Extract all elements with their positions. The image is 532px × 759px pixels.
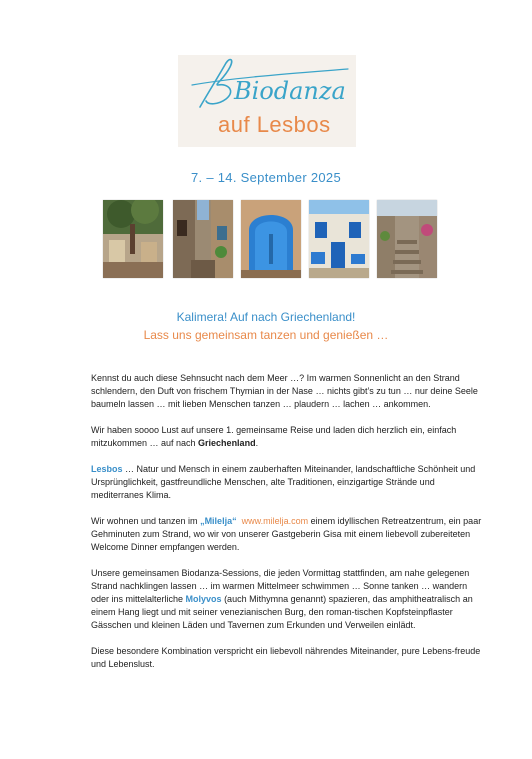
logo-script-text: Biodanza bbox=[234, 77, 346, 105]
blue-house-photo bbox=[309, 200, 369, 278]
lesbos-lead: Lesbos bbox=[91, 464, 123, 474]
invitation-end: . bbox=[255, 438, 259, 448]
sessions-town: Molyvos bbox=[185, 594, 222, 604]
stone-stairs-photo bbox=[377, 200, 437, 278]
paragraph-intro: Kennst du auch diese Sehnsucht nach dem Meer …? Im warmen Sonnenlicht an den Strand schlendern, den Duft von frischem Thymian in der Nase … nichts gibt’s zu tun … nur deine Seele baumeln lassen … mit lieben Menschen tanzen … plaudern … lachen … ankommen. bbox=[91, 373, 478, 409]
venue-link[interactable]: www.milelja.com bbox=[241, 516, 309, 526]
paragraph-invitation bbox=[91, 424, 483, 450]
courtyard-tree-photo bbox=[103, 200, 163, 278]
venue-pre: Wir wohnen und tanzen im bbox=[91, 516, 201, 526]
paragraph-sessions bbox=[91, 567, 483, 632]
greeting-line-2: Lass uns gemeinsam tanzen und genießen … bbox=[143, 328, 389, 342]
paragraph-venue bbox=[91, 515, 483, 554]
venue-text: einem idyllischen Retreatzentrum, ein paar Gehminuten zum Strand, wo wir von unserer Gastgeberin Gisa mit einem liebevoll zubereiteten Welcome Dinner empfangen werden. bbox=[91, 516, 482, 552]
venue-name: „Milelja“ bbox=[200, 516, 237, 526]
paragraph-closing: Diese besondere Kombination verspricht ein liebevoll nährendes Miteinander, pure Lebens-freude und Lebenslust. bbox=[91, 646, 481, 669]
stone-alley-photo bbox=[173, 200, 233, 278]
lesbos-text: … Natur und Mensch in einem zauberhaften Miteinander, landschaftliche Schönheit und Ursprünglichkeit, gastfreundliche Menschen, alte Traditionen, einzigartige Strände und mediterranes Klima. bbox=[91, 464, 476, 500]
sessions-pre: Unsere gemeinsamen Biodanza-Sessions, die jeden Vormittag stattfinden, am nahe gelegenen Strand nachklingen lassen … im warmen Mittelmeer schwimmen … Sonne tanken … wandern oder ins mittelalterliche bbox=[91, 568, 470, 604]
greeting-line-1: Kalimera! Auf nach Griechenland! bbox=[176, 310, 356, 324]
paragraph-lesbos bbox=[91, 463, 483, 502]
body-text bbox=[91, 372, 483, 684]
biodanza-script-logo bbox=[178, 55, 356, 115]
blue-arch-door-photo bbox=[241, 200, 301, 278]
sessions-text: (auch Mithymna genannt) spazieren, das amphitheatralisch an einem Hang liegt und mit seiner venezianischen Burg, den roman-tischen Kopfsteinpflaster Gässchen und kleinen Läden und Tavernen zum Erkunden und Verweilen einlädt. bbox=[91, 594, 473, 630]
logo-subtitle: auf Lesbos bbox=[218, 112, 331, 137]
invitation-country: Griechenland bbox=[198, 438, 256, 448]
event-date: 7. – 14. September 2025 bbox=[190, 170, 341, 185]
invitation-text: Wir haben soooo Lust auf unsere 1. gemeinsame Reise und laden dich herzlich ein, einfach mitzukommen … auf nach bbox=[91, 425, 457, 448]
biodanza-logo bbox=[178, 55, 356, 147]
